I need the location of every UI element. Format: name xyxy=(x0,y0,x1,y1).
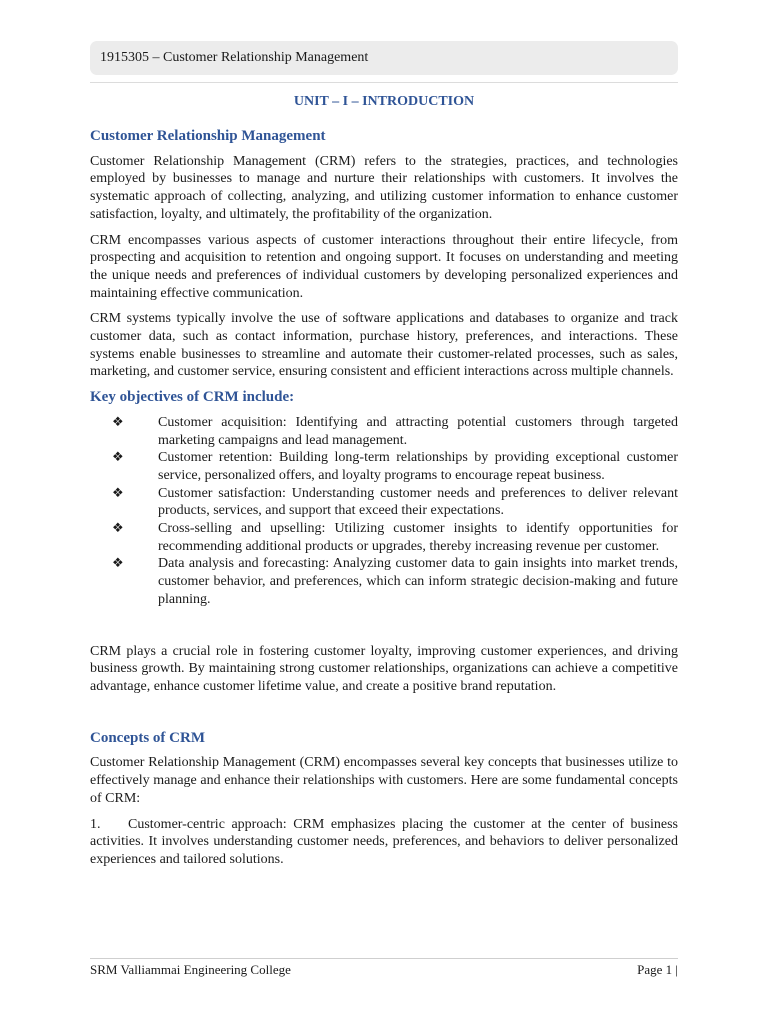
item-number: 1. xyxy=(90,816,101,832)
concepts-intro: Customer Relationship Management (CRM) encompasses several key concepts that businesses utilize to effectively manage and enhance their relationships with customers. Here are some fundamental concepts of CRM: xyxy=(90,755,678,806)
diamond-bullet-icon: ❖ xyxy=(112,521,124,537)
list-item xyxy=(90,449,678,484)
unit-title: UNIT – I – INTRODUCTION xyxy=(293,94,475,109)
page-header xyxy=(90,41,678,75)
list-item-text: Cross-selling and upselling: Utilizing customer insights to identify opportunities for recommending additional products or upgrades, thereby increasing revenue per customer. xyxy=(158,521,678,554)
course-title: 1915305 – Customer Relationship Management xyxy=(100,50,369,65)
paragraph: CRM encompasses various aspects of customer interactions throughout their entire lifecycle, from prospecting and acquisition to retention and ongoing support. It focuses on understanding and meeting the unique needs and preferences of individual customers by developing personalized experiences and maintaining effective communication. xyxy=(90,232,678,301)
footer-page-number: Page 1 | xyxy=(637,962,678,977)
diamond-bullet-icon: ❖ xyxy=(112,485,124,501)
diamond-bullet-icon: ❖ xyxy=(112,556,124,572)
section-heading-objectives: Key objectives of CRM include: xyxy=(90,389,295,406)
footer-college: SRM Valliammai Engineering College xyxy=(90,962,291,977)
list-item xyxy=(90,520,678,555)
list-item-text: Data analysis and forecasting: Analyzing customer data to gain insights into market trends, customer behavior, and preferences, which can inform strategic decision-making and future planning. xyxy=(158,556,678,607)
paragraph: CRM systems typically involve the use of software applications and databases to organize and track customer data, such as contact information, purchase history, preferences, and interactions. These systems enable businesses to streamline and automate their customer-related processes, such as sales, marketing, and customer service, ensuring consistent and efficient interactions across multiple channels. xyxy=(90,311,678,380)
section-heading-crm: Customer Relationship Management xyxy=(90,128,326,144)
list-item xyxy=(90,485,678,520)
diamond-bullet-icon: ❖ xyxy=(112,450,124,466)
numbered-item xyxy=(90,816,678,869)
list-item-text: Customer acquisition: Identifying and attracting potential customers through targeted marketing campaigns and lead management. xyxy=(158,414,678,448)
diamond-bullet-icon: ❖ xyxy=(112,414,124,430)
list-item xyxy=(90,414,678,449)
document-body xyxy=(90,128,678,869)
section-heading-concepts: Concepts of CRM xyxy=(90,729,205,746)
list-item xyxy=(90,555,678,608)
list-item-text: Customer satisfaction: Understanding customer needs and preferences to deliver relevant products, services, and support that exceed their expectations. xyxy=(158,485,678,519)
list-item-text: Customer retention: Building long-term relationships by providing exceptional customer service, personalized offers, and loyalty programs to encourage repeat business. xyxy=(158,450,678,483)
footer-divider xyxy=(90,958,678,959)
closing-paragraph: CRM plays a crucial role in fostering customer loyalty, improving customer experiences, and driving business growth. By maintaining strong customer relationships, organizations can achieve a competitive advantage, enhance customer lifetime value, and create a positive brand reputation. xyxy=(90,643,678,694)
header-divider xyxy=(90,82,678,83)
item-text: Customer-centric approach: CRM emphasizes placing the customer at the center of business activities. It involves understanding customer needs, preferences, and behaviors to deliver personalized experiences and tailored solutions. xyxy=(90,816,678,867)
objectives-list xyxy=(90,414,678,609)
paragraph: Customer Relationship Management (CRM) refers to the strategies, practices, and technologies employed by businesses to manage and nurture their relationships with customers. It involves the systematic approach of collecting, analyzing, and utilizing customer information to enhance customer satisfaction, loyalty, and ultimately, the profitability of the organization. xyxy=(90,153,678,222)
